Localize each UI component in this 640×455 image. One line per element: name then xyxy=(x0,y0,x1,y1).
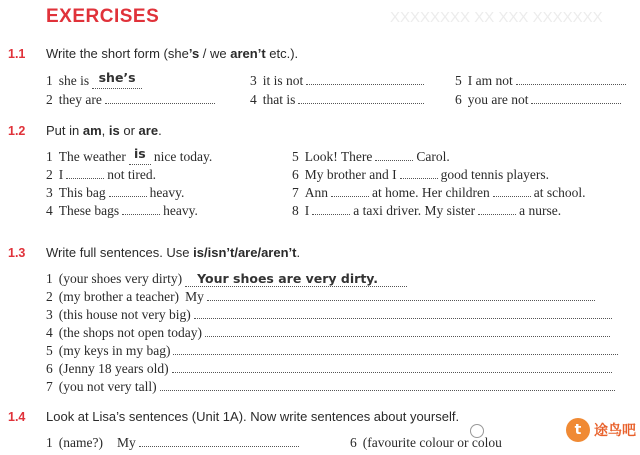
answer-field[interactable] xyxy=(122,214,160,215)
answer-field[interactable] xyxy=(312,214,350,215)
ex1-4-item-1: 1 (name?) My xyxy=(46,435,302,451)
ex1-2-item-5: 5 Look! There Carol. xyxy=(292,149,450,164)
ex1-3-item-2: 2 (my brother a teacher) My xyxy=(46,289,598,305)
answer-field[interactable] xyxy=(493,196,531,197)
exercise-1-4-instruction: Look at Lisa’s sentences (Unit 1A). Now write sentences about yourself. xyxy=(46,409,460,424)
logo-text: 途鸟吧 xyxy=(594,423,636,439)
ex1-2-item-3: 3 This bag heavy. xyxy=(46,185,185,200)
ex1-3-item-6: 6 (Jenny 18 years old) xyxy=(46,361,615,377)
ex1-2-item-6: 6 My brother and I good tennis players. xyxy=(292,167,549,182)
ex1-1-item-2: 2 they are xyxy=(46,92,218,108)
ex1-3-item-1: 1 (your shoes very dirty) Your shoes are very dirty. xyxy=(46,271,410,287)
answer-field[interactable] xyxy=(172,372,612,373)
answer-field[interactable] xyxy=(109,196,147,197)
exercise-number-1-2: 1.2 xyxy=(8,124,26,138)
answer-field[interactable] xyxy=(306,84,424,85)
ex1-1-item-5: 5 I am not xyxy=(455,73,629,89)
ex1-3-item-4: 4 (the shops not open today) xyxy=(46,325,613,341)
exercise-number-1-1: 1.1 xyxy=(8,47,26,61)
answer-field[interactable] xyxy=(66,178,104,179)
answer-field[interactable] xyxy=(531,103,621,104)
ex1-1-item-1: 1 she is she’s xyxy=(46,73,145,89)
ex1-2-item-4: 4 These bags heavy. xyxy=(46,203,198,218)
ex1-2-item-1: 1 The weather is nice today. xyxy=(46,146,213,164)
exercise-number-1-3: 1.3 xyxy=(8,246,26,260)
answer-field[interactable] xyxy=(478,214,516,215)
exercise-1-2-instruction: Put in am, is or are. xyxy=(46,123,162,138)
answer-field[interactable] xyxy=(205,336,610,337)
answer-field[interactable] xyxy=(331,196,369,197)
ex1-2-item-8: 8 I a taxi driver. My sister a nurse. xyxy=(292,203,562,218)
answer-field[interactable] xyxy=(105,103,215,104)
ex1-3-item-5: 5 (my keys in my bag) xyxy=(46,343,621,359)
faded-heading: XXXXXXXX XX XXX XXXXXXX xyxy=(390,9,603,26)
answer-field[interactable] xyxy=(400,178,438,179)
watermark-icon xyxy=(470,424,484,438)
ex1-3-item-7: 7 (you not very tall) xyxy=(46,379,618,395)
answer-field[interactable] xyxy=(298,103,424,104)
ex1-4-item-6: 6 (favourite colour or colou xyxy=(350,435,502,450)
ex1-2-item-2: 2 I not tired. xyxy=(46,167,156,182)
page-title: EXERCISES xyxy=(46,6,160,27)
answer-field[interactable]: Your shoes are very dirty. xyxy=(185,271,407,287)
exercise-1-1-instruction: Write the short form (she’s / we aren’t etc.). xyxy=(46,46,299,61)
watermark-logo xyxy=(566,418,636,442)
ex1-1-item-3: 3 it is not xyxy=(250,73,427,89)
ex1-1-item-4: 4 that is xyxy=(250,92,427,108)
logo-icon: t xyxy=(566,418,590,442)
answer-field[interactable] xyxy=(516,84,626,85)
ex1-3-item-3: 3 (this house not very big) xyxy=(46,307,615,323)
exercise-1-3-instruction: Write full sentences. Use is/isn’t/are/aren’t. xyxy=(46,245,301,260)
answer-field[interactable] xyxy=(207,300,595,301)
answer-field[interactable] xyxy=(194,318,612,319)
answer-field[interactable] xyxy=(160,390,615,391)
answer-field[interactable]: she’s xyxy=(92,73,142,89)
exercise-number-1-4: 1.4 xyxy=(8,410,26,424)
ex1-2-item-7: 7 Ann at home. Her children at school. xyxy=(292,185,586,200)
answer-field[interactable] xyxy=(173,354,618,355)
ex1-1-item-6: 6 you are not xyxy=(455,92,624,108)
answer-field[interactable]: is xyxy=(129,149,151,165)
answer-field[interactable] xyxy=(139,446,299,447)
answer-field[interactable] xyxy=(375,160,413,161)
